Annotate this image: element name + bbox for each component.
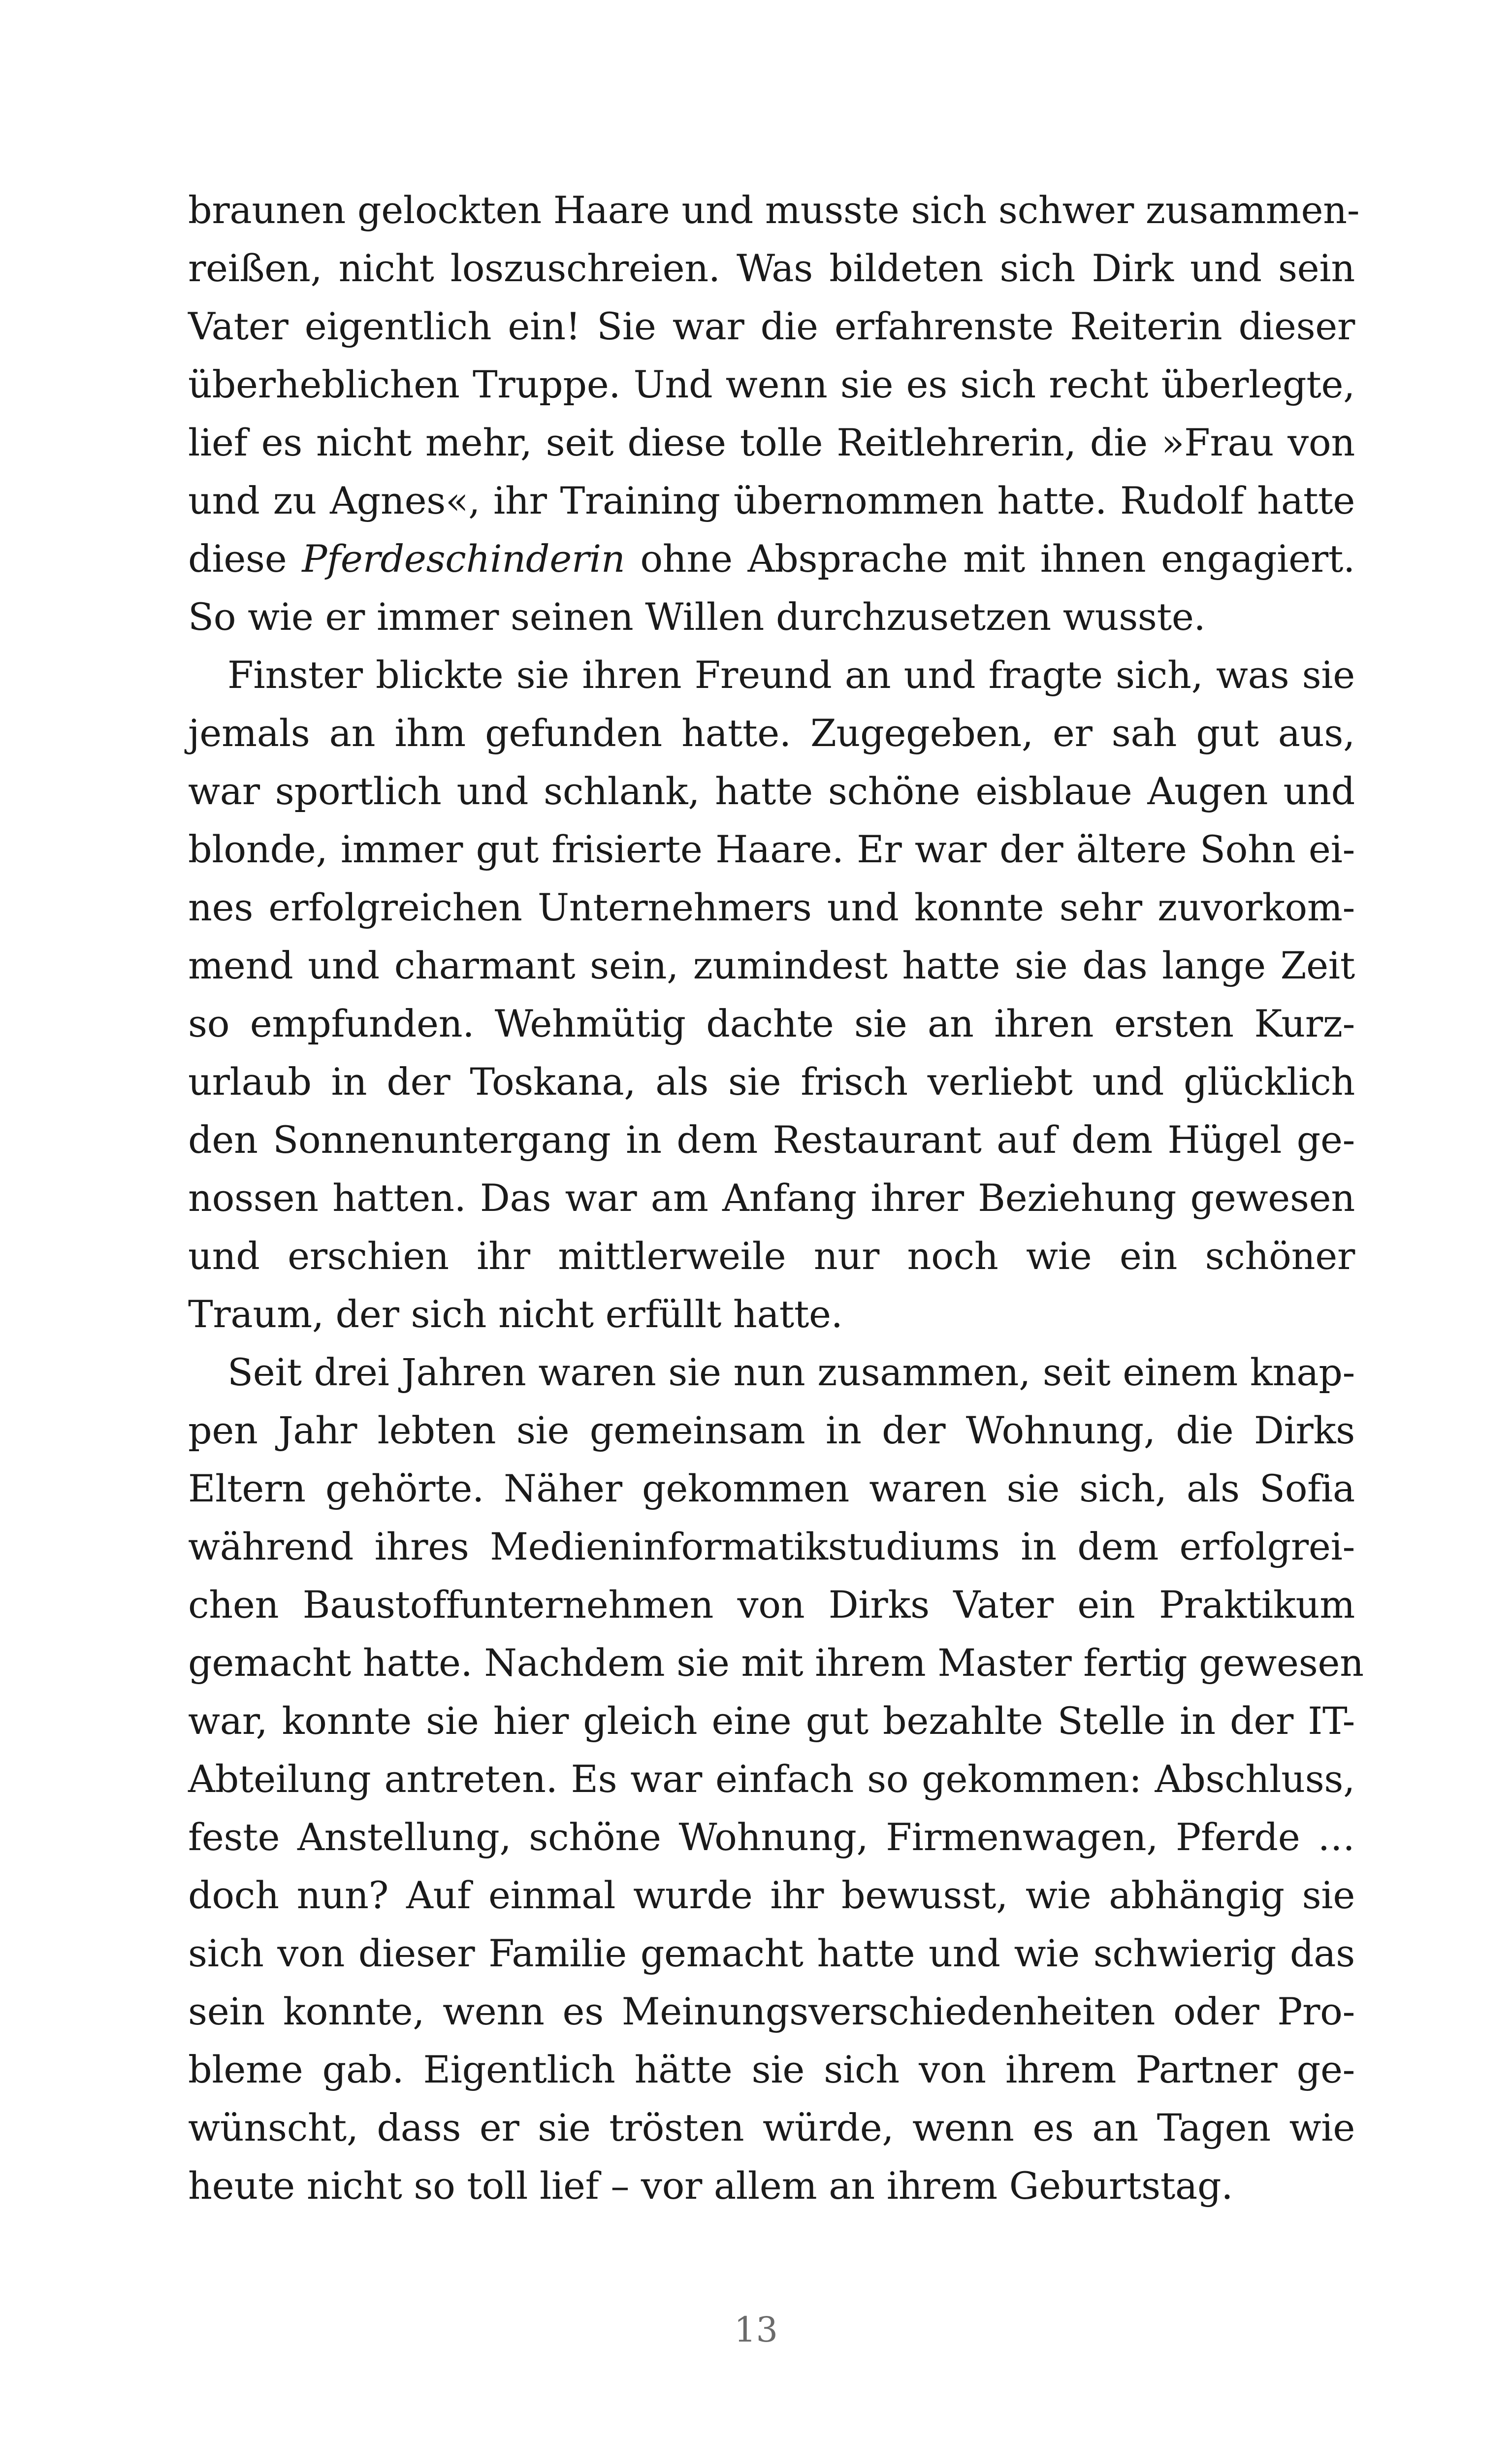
text-line: und erschien ihr mittlerweile nur noch wie ein schöner — [188, 1234, 1355, 1278]
emphasized-word: Pferdeschinderin — [302, 537, 625, 581]
text-line: blonde, immer gut frisierte Haare. Er war der ältere Sohn ei- — [188, 827, 1355, 871]
text-line: reißen, nicht loszuschreien. Was bildeten sich Dirk und sein — [188, 246, 1355, 290]
text-line: lief es nicht mehr, seit diese tolle Reitlehrerin, die »Frau von — [188, 421, 1355, 464]
text-line: während ihres Medieninformatikstudiums in dem erfolgrei- — [188, 1525, 1355, 1568]
text-line: den Sonnenuntergang in dem Restaurant auf dem Hügel ge- — [188, 1118, 1355, 1162]
text-line: war, konnte sie hier gleich eine gut bezahlte Stelle in der IT- — [188, 1699, 1355, 1743]
text-line: urlaub in der Toskana, als sie frisch verliebt und glücklich — [188, 1060, 1355, 1104]
paragraph — [188, 181, 1360, 646]
paragraph — [188, 1343, 1364, 2215]
text-line: so empfunden. Wehmütig dachte sie an ihren ersten Kurz- — [188, 1002, 1355, 1045]
text-line: feste Anstellung, schöne Wohnung, Firmenwagen, Pferde … — [188, 1815, 1355, 1859]
text-line: und zu Agnes«, ihr Training übernommen hatte. Rudolf hatte — [188, 479, 1355, 522]
text-line: Finster blickte sie ihren Freund an und fragte sich, was sie — [227, 653, 1355, 697]
text-run: diese — [188, 537, 302, 581]
text-line: wünscht, dass er sie trösten würde, wenn es an Tagen wie — [188, 2106, 1355, 2150]
text-line — [188, 530, 1355, 588]
page-number: 13 — [734, 2310, 778, 2350]
text-line: mend und charmant sein, zumindest hatte sie das lange Zeit — [188, 944, 1355, 987]
text-line: braunen gelockten Haare und musste sich schwer zusammen- — [188, 188, 1360, 232]
text-line: war sportlich und schlank, hatte schöne eisblaue Augen und — [188, 769, 1355, 813]
text-line: So wie er immer seinen Willen durchzusetzen wusste. — [188, 595, 1206, 639]
text-line: nes erfolgreichen Unternehmers und konnte sehr zuvorkom- — [188, 885, 1355, 929]
text-line: Vater eigentlich ein! Sie war die erfahrenste Reiterin dieser — [188, 304, 1355, 348]
body-text — [188, 181, 1364, 2215]
text-line: chen Baustoffunternehmen von Dirks Vater ein Praktikum — [188, 1583, 1355, 1627]
text-line: nossen hatten. Das war am Anfang ihrer Beziehung gewesen — [188, 1176, 1355, 1220]
text-line: Abteilung antreten. Es war einfach so gekommen: Abschluss, — [188, 1757, 1355, 1801]
text-line: heute nicht so toll lief – vor allem an ihrem Geburtstag. — [188, 2164, 1233, 2208]
text-line: Eltern gehörte. Näher gekommen waren sie sich, als Sofia — [188, 1466, 1355, 1510]
text-line: gemacht hatte. Nachdem sie mit ihrem Master fertig gewesen — [188, 1641, 1364, 1685]
text-line: bleme gab. Eigentlich hätte sie sich von ihrem Partner ge- — [188, 2048, 1355, 2091]
text-run: ohne Absprache mit ihnen engagiert. — [625, 537, 1355, 581]
text-line: doch nun? Auf einmal wurde ihr bewusst, wie abhängig sie — [188, 1873, 1355, 1917]
text-line: jemals an ihm gefunden hatte. Zugegeben, er sah gut aus, — [188, 711, 1355, 755]
text-line: überheblichen Truppe. Und wenn sie es sich recht überlegte, — [188, 362, 1355, 406]
text-line: Seit drei Jahren waren sie nun zusammen, seit einem knap- — [227, 1350, 1355, 1394]
text-line: sein konnte, wenn es Meinungsverschiedenheiten oder Pro- — [188, 1989, 1355, 2033]
paragraph — [188, 646, 1355, 1343]
text-line: pen Jahr lebten sie gemeinsam in der Wohnung, die Dirks — [188, 1408, 1355, 1452]
text-line: Traum, der sich nicht erfüllt hatte. — [188, 1292, 843, 1336]
text-line: sich von dieser Familie gemacht hatte und wie schwierig das — [188, 1931, 1355, 1975]
